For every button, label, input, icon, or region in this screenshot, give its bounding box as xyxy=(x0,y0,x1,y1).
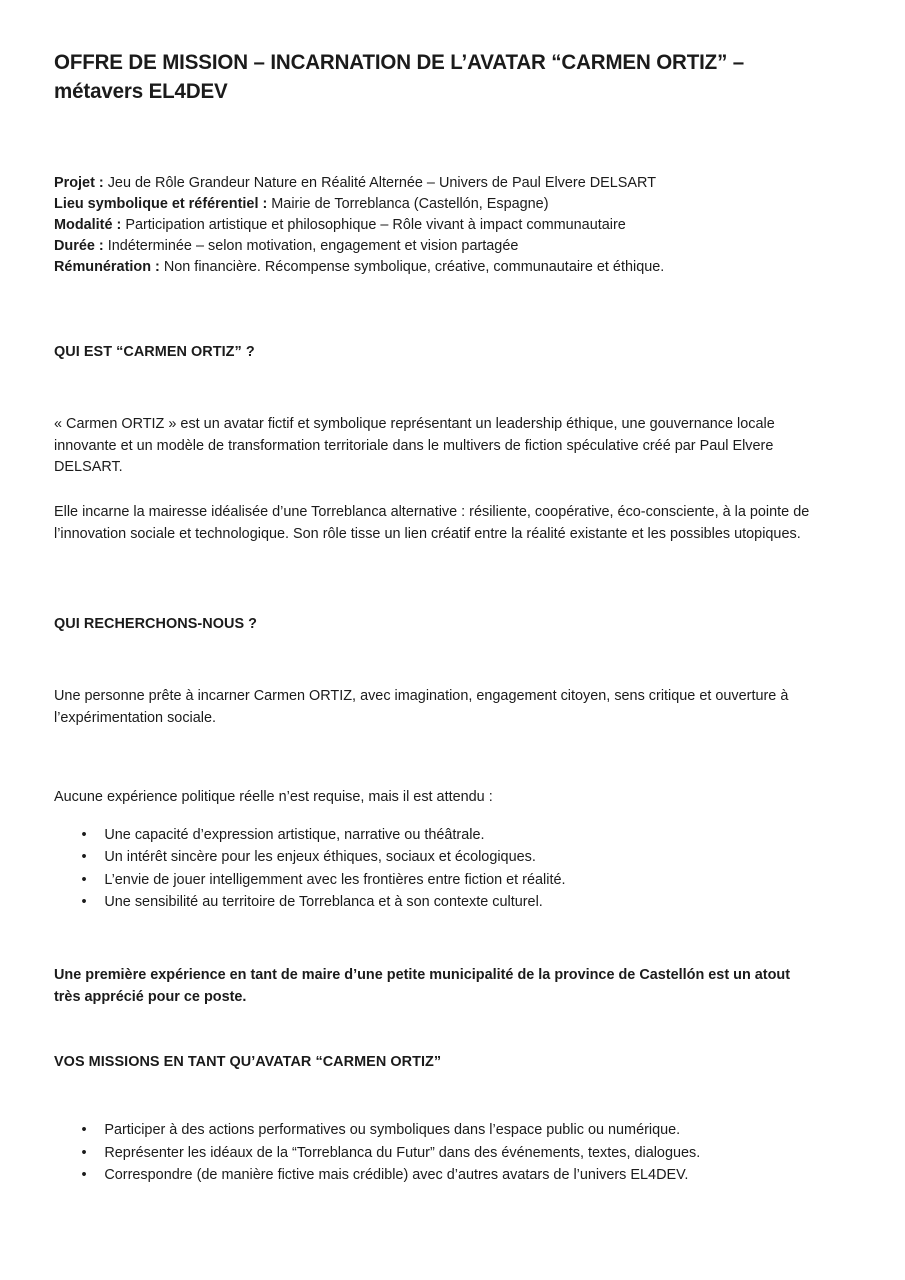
bullet-icon: • xyxy=(81,870,87,888)
meta-label-projet: Projet : xyxy=(54,174,104,192)
list-item-label: Un intérêt sincère pour les enjeux éthiques, sociaux et écologiques. xyxy=(104,848,536,866)
meta-row-duree xyxy=(54,236,811,257)
list-item-label: Une capacité d’expression artistique, narrative ou théâtrale. xyxy=(104,825,485,843)
list-item xyxy=(54,824,811,847)
paragraph-profil-recherche: Une personne prête à incarner Carmen ORTIZ, avec imagination, engagement citoyen, sens critique et ouverture à l’expérimentation sociale. xyxy=(54,687,789,726)
meta-value-lieu: Mairie de Torreblanca (Castellón, Espagne) xyxy=(267,195,549,213)
list-item-label: L’envie de jouer intelligemment avec les frontières entre fiction et réalité. xyxy=(104,870,566,888)
section-heading-qui-est-carmen-ortiz: QUI EST “CARMEN ORTIZ” ? xyxy=(54,343,255,361)
bullet-list-attendu xyxy=(54,824,811,914)
list-item xyxy=(54,1142,811,1165)
bullet-icon: • xyxy=(81,1143,87,1161)
list-item-label: Correspondre (de manière fictive mais crédible) avec d’autres avatars de l’univers EL4DEV. xyxy=(104,1166,689,1184)
meta-label-remuneration: Rémunération : xyxy=(54,257,160,275)
list-item xyxy=(54,846,811,869)
section-heading-vos-missions: VOS MISSIONS EN TANT QU’AVATAR “CARMEN ORTIZ” xyxy=(54,1053,442,1071)
list-item-label: Représenter les idéaux de la “Torreblanca du Futur” dans des événements, textes, dialogues. xyxy=(104,1143,701,1161)
list-item xyxy=(54,891,811,914)
meta-label-lieu: Lieu symbolique et référentiel : xyxy=(54,195,268,213)
project-metadata-block xyxy=(54,173,811,277)
meta-value-projet: Jeu de Rôle Grandeur Nature en Réalité Alternée – Univers de Paul Elvere DELSART xyxy=(103,174,657,192)
paragraph-carmen-ortiz-definition: « Carmen ORTIZ » est un avatar fictif et symbolique représentant un leadership éthique, une gouvernance locale innovante et un modèle de transformation territoriale dans le multivers de fiction spéculative créé par Paul Elvere DELSART. xyxy=(54,415,775,476)
meta-row-projet xyxy=(54,173,811,194)
page-title: OFFRE DE MISSION – INCARNATION DE L’AVATAR “CARMEN ORTIZ” – métavers EL4DEV xyxy=(54,50,745,103)
meta-row-lieu xyxy=(54,194,811,215)
list-item xyxy=(54,869,811,892)
bullet-icon: • xyxy=(81,825,87,843)
meta-value-modalite: Participation artistique et philosophique – Rôle vivant à impact communautaire xyxy=(121,215,626,233)
meta-value-duree: Indéterminée – selon motivation, engagement et vision partagée xyxy=(103,236,519,254)
bullet-icon: • xyxy=(81,1166,87,1184)
bullet-icon: • xyxy=(81,848,87,866)
paragraph-carmen-ortiz-incarnation: Elle incarne la mairesse idéalisée d’une Torreblanca alternative : résiliente, coopérative, éco-consciente, à la pointe de l’innovation sociale et technologique. Son rôle tisse un lien créatif entre la réalité existante et les possibles utopiques. xyxy=(54,503,810,542)
paragraph-aucune-experience-requise: Aucune expérience politique réelle n’est requise, mais il est attendu : xyxy=(54,788,493,806)
meta-label-modalite: Modalité : xyxy=(54,215,122,233)
list-item xyxy=(54,1119,811,1142)
bullet-list-missions xyxy=(54,1119,811,1187)
bullet-icon: • xyxy=(81,893,87,911)
list-item xyxy=(54,1164,811,1187)
meta-row-remuneration xyxy=(54,257,811,278)
section-heading-qui-recherchons-nous: QUI RECHERCHONS-NOUS ? xyxy=(54,615,258,633)
bullet-icon: • xyxy=(81,1121,87,1139)
meta-label-duree: Durée : xyxy=(54,236,104,254)
meta-row-modalite xyxy=(54,215,811,236)
meta-value-remuneration: Non financière. Récompense symbolique, créative, communautaire et éthique. xyxy=(159,257,665,275)
list-item-label: Participer à des actions performatives ou symboliques dans l’espace public ou numérique. xyxy=(104,1121,681,1139)
paragraph-experience-maire-atout: Une première expérience en tant de maire d’une petite municipalité de la province de Castellón est un atout très apprécié pour ce poste. xyxy=(54,965,791,1005)
list-item-label: Une sensibilité au territoire de Torreblanca et à son contexte culturel. xyxy=(104,893,543,911)
